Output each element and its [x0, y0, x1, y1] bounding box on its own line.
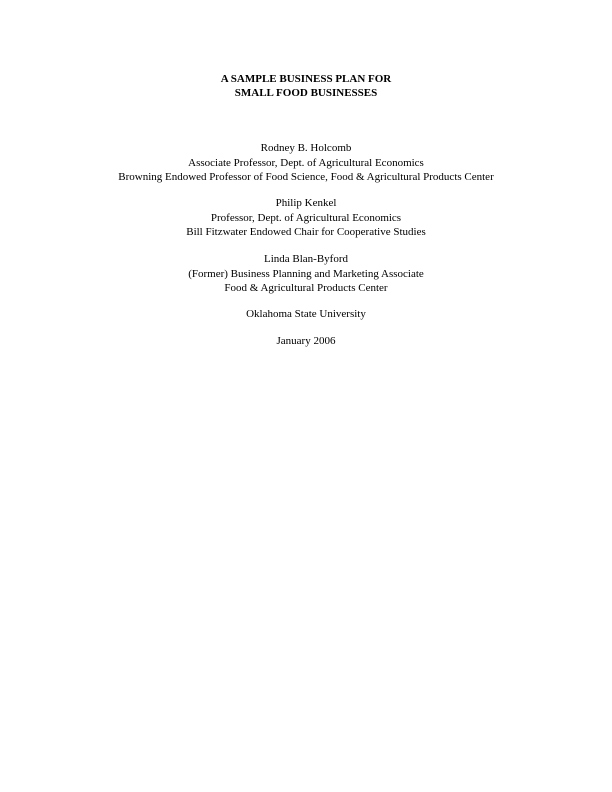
author-name: Linda Blan-Byford: [263, 253, 348, 265]
author-affiliation: (Former) Business Planning and Marketing Associate: [188, 267, 424, 280]
author-name: Philip Kenkel: [275, 197, 337, 209]
publication-date: January 2006: [276, 335, 336, 347]
title-line-2: SMALL FOOD BUSINESSES: [234, 87, 378, 99]
author-affiliation: Associate Professor, Dept. of Agricultural Economics: [188, 156, 424, 169]
author-affiliation: Professor, Dept. of Agricultural Economics: [210, 211, 402, 224]
document-title: [0, 72, 612, 100]
author-block-kenkel: [0, 196, 612, 240]
title-line-1: A SAMPLE BUSINESS PLAN FOR: [220, 73, 392, 85]
author-affiliation: Food & Agricultural Products Center: [224, 282, 388, 294]
institution: Oklahoma State University: [246, 308, 366, 320]
author-block-blan-byford: [0, 252, 612, 296]
author-affiliation: Bill Fitzwater Endowed Chair for Cooperative Studies: [186, 226, 426, 238]
author-affiliation: Browning Endowed Professor of Food Science, Food & Agricultural Products Center: [118, 171, 494, 183]
author-block-holcomb: [0, 141, 612, 185]
author-name: Rodney B. Holcomb: [260, 142, 352, 154]
